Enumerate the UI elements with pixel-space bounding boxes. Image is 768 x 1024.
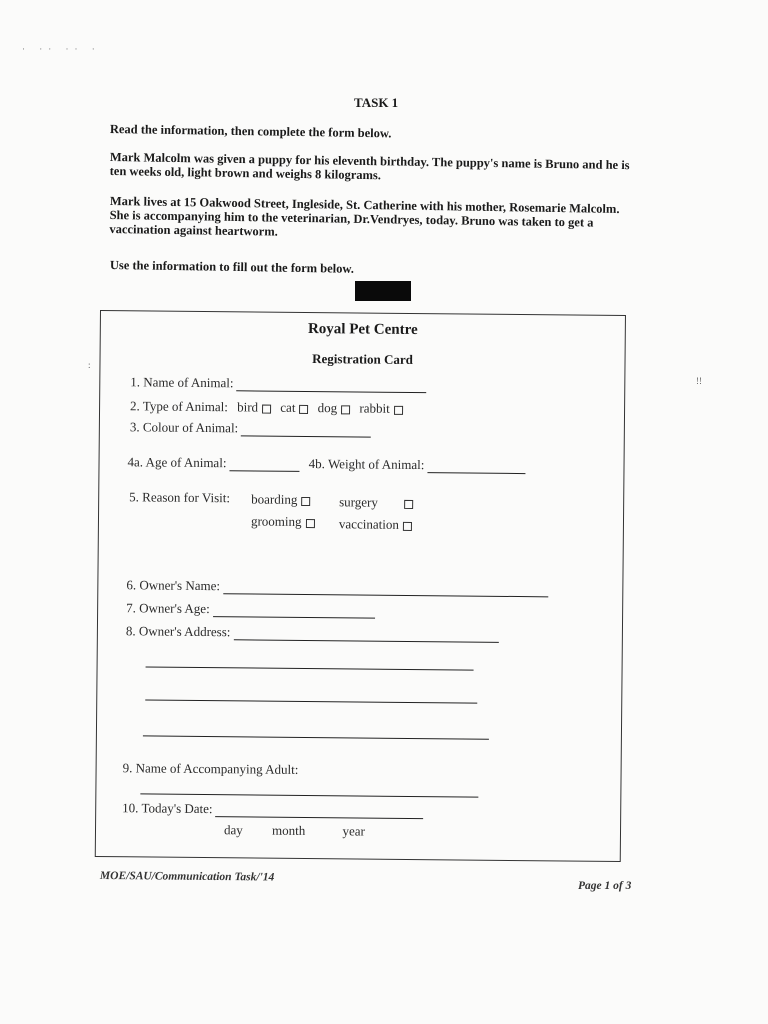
checkbox-boarding[interactable]	[301, 496, 310, 505]
field-colour-of-animal	[130, 419, 371, 437]
field-owners-age	[126, 600, 375, 618]
field-owners-address	[126, 623, 499, 643]
checkbox-dog[interactable]	[341, 405, 350, 414]
registration-card	[95, 310, 626, 862]
field-owners-name	[126, 577, 548, 597]
task-title: TASK 1	[354, 95, 399, 110]
option-surgery: surgery	[339, 494, 419, 511]
checkbox-cat[interactable]	[299, 404, 308, 413]
field-todays-date	[122, 800, 424, 819]
option-grooming: grooming	[251, 513, 321, 530]
scan-mark-left: :	[88, 360, 91, 370]
field-reason-for-visit	[129, 489, 230, 506]
date-label-month: month	[271, 822, 306, 838]
instruction-use: Use the information to fill out the form below.	[109, 258, 355, 276]
input-line-age-of-animal[interactable]	[229, 458, 299, 472]
date-label-year: year	[342, 823, 365, 839]
date-part-labels	[224, 822, 365, 839]
field-age-weight	[127, 454, 525, 474]
input-line-todays-date[interactable]	[216, 804, 424, 819]
field-accompanying-adult	[123, 760, 299, 778]
scan-specks: · ·· ·· ·	[22, 44, 101, 54]
label-reason-for-visit: 5. Reason for Visit:	[129, 489, 231, 506]
checkbox-bird[interactable]	[262, 404, 271, 413]
checkbox-grooming[interactable]	[305, 518, 314, 527]
input-line-name-of-animal[interactable]	[236, 378, 426, 393]
footer-reference: MOE/SAU/Communication Task/'14	[99, 870, 275, 884]
card-title: Royal Pet Centre	[307, 320, 418, 339]
field-name-of-animal	[130, 374, 426, 393]
option-boarding: boarding	[251, 491, 316, 508]
input-line-address-2[interactable]	[146, 666, 474, 670]
date-label-day: day	[223, 822, 243, 838]
scan-mark-right: !!	[696, 376, 702, 386]
label-age-of-animal: 4a. Age of Animal:	[127, 454, 227, 471]
input-line-colour-of-animal[interactable]	[241, 423, 371, 437]
input-line-address-4[interactable]	[143, 735, 489, 739]
input-line-owners-age[interactable]	[213, 604, 375, 619]
footer-page-number: Page 1 of 3	[578, 880, 632, 892]
label-owners-name: 6. Owner's Name:	[126, 577, 221, 594]
option-cat: cat	[280, 400, 314, 415]
card-subtitle: Registration Card	[312, 351, 413, 368]
scenario-paragraph-1: Mark Malcolm was given a puppy for his eleventh birthday. The puppy's name is Bruno and he is ten weeks old, light brown and weighs 8 kilograms.	[109, 150, 630, 183]
input-line-address-3[interactable]	[145, 699, 477, 703]
option-bird: bird	[237, 399, 277, 414]
field-type-of-animal	[130, 398, 409, 417]
input-line-address-1[interactable]	[233, 627, 498, 643]
checkbox-surgery[interactable]	[404, 499, 413, 508]
input-line-accompanying-adult[interactable]	[140, 793, 478, 797]
option-dog: dog	[318, 400, 357, 415]
checkbox-rabbit[interactable]	[394, 405, 403, 414]
option-rabbit: rabbit	[359, 400, 408, 415]
input-line-owners-name[interactable]	[223, 581, 548, 597]
input-line-weight-of-animal[interactable]	[427, 460, 525, 474]
checkbox-vaccination[interactable]	[403, 521, 412, 530]
label-accompanying-adult: 9. Name of Accompanying Adult:	[122, 760, 299, 777]
label-type-of-animal: 2. Type of Animal:	[130, 398, 228, 415]
scenario-paragraph-2: Mark lives at 15 Oakwood Street, Ingleside, St. Catherine with his mother, Rosemarie Malcolm. She is accompanying him to the veterinarian, Dr.Vendryes, today. Bruno was taken to get a vaccination against heartworm.	[109, 194, 620, 239]
label-todays-date: 10. Today's Date:	[122, 800, 213, 817]
option-vaccination: vaccination	[339, 516, 418, 533]
label-owners-address: 8. Owner's Address:	[125, 623, 231, 640]
label-colour-of-animal: 3. Colour of Animal:	[129, 419, 239, 436]
instruction-read: Read the information, then complete the form below.	[109, 122, 392, 141]
label-owners-age: 7. Owner's Age:	[126, 600, 210, 617]
label-name-of-animal: 1. Name of Animal:	[130, 374, 234, 391]
redaction-block	[355, 281, 411, 301]
label-weight-of-animal: 4b. Weight of Animal:	[308, 456, 425, 473]
